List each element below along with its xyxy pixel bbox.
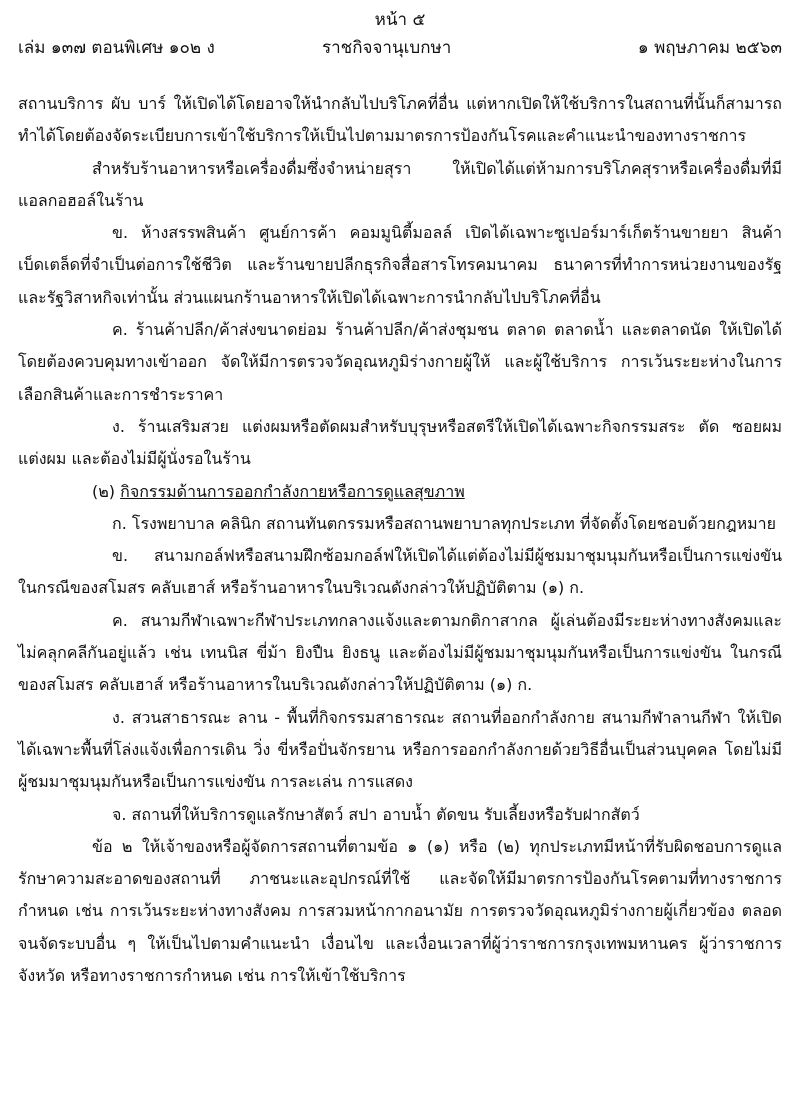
paragraph-item-kho-stadiums: ค. สนามกีฬาเฉพาะกีฬาประเภทกลางแจ้งและตามกติกาสากล ผู้เล่นต้องมีระยะห่างทางสังคมและไม่คลุกคลีกันอยู่แล้ว เช่น เทนนิส ขี่ม้า ยิงปืน ยิงธนู และต้องไม่มีผู้ชมมาชุมนุมกันหรือเป็นการแข่งขัน ในกรณีของสโมสร คลับเฮาส์ หรือร้านอาหารในบริเวณดังกล่าวให้ปฏิบัติตาม (๑) ก.	[18, 610, 782, 695]
paragraph-restaurants-alcohol: สำหรับร้านอาหารหรือเครื่องดื่มซึ่งจำหน่ายสุรา ให้เปิดได้แต่ห้ามการบริโภคสุราหรือเครื่องดื่มที่มีแอลกอฮอล์ในร้าน	[18, 158, 782, 210]
section-number: (๒)	[92, 481, 116, 501]
paragraph-clause-2: ข้อ ๒ ให้เจ้าของหรือผู้จัดการสถานที่ตามข้อ ๑ (๑) หรือ (๒) ทุกประเภทมีหน้าที่รับผิดชอบการดูแลรักษาความสะอาดของสถานที่ ภาชนะและอุปกรณ์ที่ใช้ และจัดให้มีมาตรการป้องกันโรคตามที่ทางราชการกำหนด เช่น การเว้นระยะห่างทางสังคม การสวมหน้ากากอนามัย การตรวจวัดอุณหภูมิร่างกายผู้เกี่ยวข้อง ตลอดจนจัดระบบอื่น ๆ ให้เป็นไปตามคำแนะนำ เงื่อนไข และเงื่อนเวลาที่ผู้ว่าราชการกรุงเทพมหานคร ผู้ว่าราชการจังหวัด หรือทางราชการกำหนด เช่น การให้เข้าใช้บริการ	[18, 836, 782, 986]
section-heading	[18, 476, 782, 508]
paragraph-item-ko-hospitals: ก. โรงพยาบาล คลินิก สถานทันตกรรมหรือสถานพยาบาลทุกประเภท ที่จัดตั้งโดยชอบด้วยกฎหมาย	[112, 513, 777, 533]
publication-date: ๑ พฤษภาคม ๒๕๖๓	[637, 38, 782, 58]
paragraph-item-kho-malls: ข. ห้างสรรพสินค้า ศูนย์การค้า คอมมูนิตี้มอลล์ เปิดได้เฉพาะซูเปอร์มาร์เก็ตร้านขายยา สินค้าเบ็ดเตล็ดที่จำเป็นต่อการใช้ชีวิต และร้านขายปลีกธุรกิจสื่อสารโทรคมนาคม ธนาคารที่ทำการหน่วยงานของรัฐและรัฐวิสาหกิจเท่านั้น ส่วนแผนกร้านอาหารให้เปิดได้เฉพาะการนำกลับไปบริโภคที่อื่น	[18, 223, 782, 307]
paragraph-pubs-bars: สถานบริการ ผับ บาร์ ให้เปิดได้โดยอาจให้นำกลับไปบริโภคที่อื่น แต่หากเปิดให้ใช้บริการในสถานที่นั้นก็สามารถทำได้โดยต้องจัดระเบียบการเข้าใช้บริการให้เป็นไปตามมาตรการป้องกันโรคและคำแนะนำของทางราชการ	[18, 94, 782, 146]
paragraph-item-ngo-parks: ง. สวนสาธารณะ ลาน - พื้นที่กิจกรรมสาธารณะ สถานที่ออกกำลังกาย สนามกีฬาลานกีฬา ให้เปิดได้เฉพาะพื้นที่โล่งแจ้งเพื่อการเดิน วิ่ง ขี่หรือปั่นจักรยาน หรือการออกกำลังกายด้วยวิธีอื่นเป็นส่วนบุคคล โดยไม่มีผู้ชมมาชุมนุมกันหรือเป็นการแข่งขัน การละเล่น การแสดง	[18, 707, 782, 792]
gazette-name: ราชกิจจานุเบกษา	[322, 38, 452, 58]
paragraph-item-cho-pet-services: จ. สถานที่ให้บริการดูแลรักษาสัตว์ สปา อาบน้ำ ตัดขน รับเลี้ยงหรือรับฝากสัตว์	[112, 804, 640, 824]
paragraph-item-kho-retail: ค. ร้านค้าปลีก/ค้าส่งขนาดย่อม ร้านค้าปลีก/ค้าส่งชุมชน ตลาด ตลาดน้ำ และตลาดนัด ให้เปิดได้โดยต้องควบคุมทางเข้าออก จัดให้มีการตรวจวัดอุณหภูมิร่างกายผู้ให้ และผู้ใช้บริการ การเว้นระยะห่างในการเลือกสินค้าและการชำระราคา	[18, 320, 782, 404]
document-body	[18, 88, 782, 992]
volume-issue: เล่ม ๑๓๗ ตอนพิเศษ ๑๐๒ ง	[18, 38, 215, 58]
paragraph-item-ngo-salons: ง. ร้านเสริมสวย แต่งผมหรือตัดผมสำหรับบุรุษหรือสตรีให้เปิดได้เฉพาะกิจกรรมสระ ตัด ซอยผม แต่งผม และต้องไม่มีผู้นั่งรอในร้าน	[18, 416, 782, 469]
paragraph-item-kho-golf: ข. สนามกอล์ฟหรือสนามฝึกซ้อมกอล์ฟให้เปิดได้แต่ต้องไม่มีผู้ชมมาชุมนุมกันหรือเป็นการแข่งขัน ในกรณีของสโมสร คลับเฮาส์ หรือร้านอาหารในบริเวณดังกล่าวให้ปฏิบัติตาม (๑) ก.	[18, 546, 782, 598]
page-number: หน้า ๕	[374, 10, 426, 30]
section-title: กิจกรรมด้านการออกกำลังกายหรือการดูแลสุขภาพ	[120, 481, 465, 501]
